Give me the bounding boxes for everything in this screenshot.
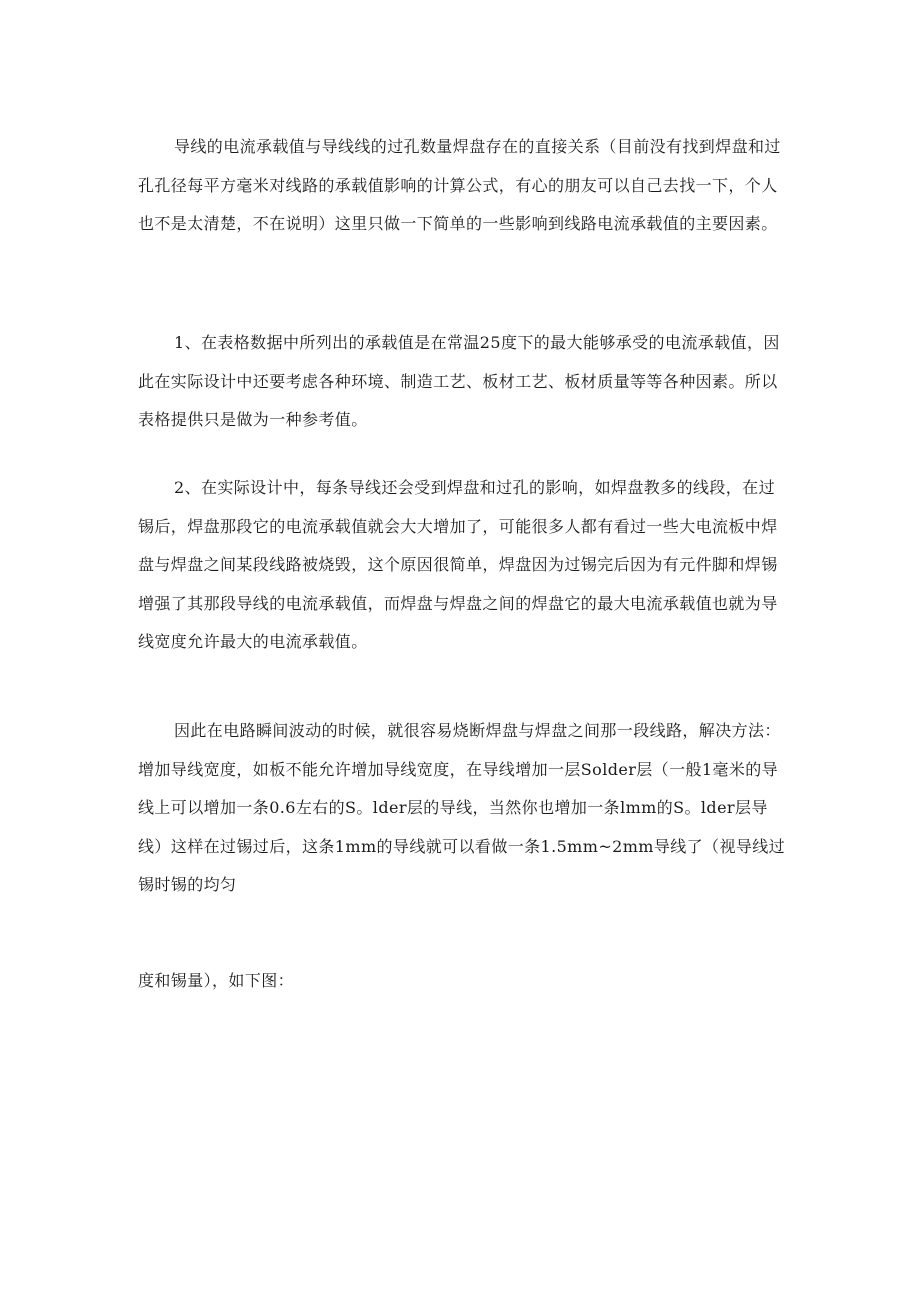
paragraph-solution: 因此在电路瞬间波动的时候，就很容易烧断焊盘与焊盘之间那一段线路，解决方法：增加导线宽度，如板不能允许增加导线宽度，在导线增加一层Solder层（一般1毫米的导线上可以增加一条0.6左右的S。lder层的导线，当然你也增加一条lmm的S。lder层导线）这样在过锡过后，这条1mm的导线就可以看做一条1.5mm~2mm导线了（视导线过锡时锡的均匀 xyxy=(138,721,786,894)
paragraph-point-1: 1、在表格数据中所列出的承载值是在常温25度下的最大能够承受的电流承载值，因此在实际设计中还要考虑各种环境、制造工艺、板材工艺、板材质量等等各种因素。所以表格提供只是做为一种参考值。 xyxy=(138,333,780,429)
paragraph-continuation: 度和锡量），如下图： xyxy=(138,971,295,990)
paragraph-point-2: 2、在实际设计中，每条导线还会受到焊盘和过孔的影响，如焊盘教多的线段，在过锡后，焊盘那段它的电流承载值就会大大增加了，可能很多人都有看过一些大电流板中焊盘与焊盘之间某段线路被烧毁，这个原因很简单，焊盘因为过锡完后因为有元件脚和焊锡增强了其那段导线的电流承载值，而焊盘与焊盘之间的焊盘它的最大电流承载值也就为导线宽度允许最大的电流承载值。 xyxy=(138,478,778,651)
paragraph-current-capacity-intro: 导线的电流承载值与导线线的过孔数量焊盘存在的直接关系（目前没有找到焊盘和过孔孔径每平方毫米对线路的承载值影响的计算公式，有心的朋友可以自己去找一下，个人也不是太清楚，不在说明）这里只做一下简单的一些影响到线路电流承载值的主要因素。 xyxy=(138,137,781,233)
